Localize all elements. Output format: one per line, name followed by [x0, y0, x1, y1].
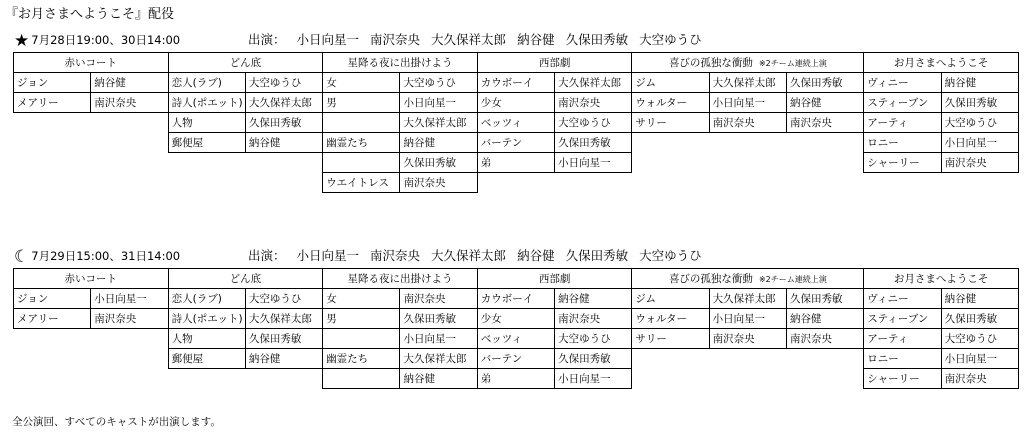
- table-row: [14, 349, 1019, 369]
- actor-cell: 大久保祥太郎: [709, 289, 786, 309]
- empty-cell: [477, 173, 554, 193]
- empty-cell: [168, 153, 245, 173]
- empty-cell: [632, 173, 709, 193]
- star-icon: ★: [14, 30, 30, 51]
- actor-cell: 久保田秀敏: [941, 309, 1018, 329]
- role-cell: 男: [323, 93, 400, 113]
- table-row: [14, 173, 1019, 193]
- role-cell: アーティ: [864, 329, 941, 349]
- empty-cell: [91, 349, 168, 369]
- role-cell: ベッツィ: [477, 329, 554, 349]
- empty-cell: [245, 153, 322, 173]
- play-title-text: 赤いコート: [64, 57, 118, 69]
- role-cell: 弟: [477, 369, 554, 389]
- role-cell: 詩人(ポエット): [168, 309, 245, 329]
- play-title: [477, 269, 632, 289]
- role-cell: ロニー: [864, 349, 941, 369]
- actor-cell: 大空ゆうひ: [941, 113, 1018, 133]
- role-cell: 少女: [477, 309, 554, 329]
- empty-cell: [709, 133, 786, 153]
- actor-cell: 納谷健: [400, 369, 477, 389]
- actor-cell: 大空ゆうひ: [400, 73, 477, 93]
- empty-cell: [786, 173, 863, 193]
- play-title: [864, 53, 1019, 73]
- empty-cell: [632, 153, 709, 173]
- empty-cell: [168, 173, 245, 193]
- empty-cell: [14, 153, 91, 173]
- empty-cell: [786, 349, 863, 369]
- role-cell: 郵便屋: [168, 349, 245, 369]
- role-cell: 人物: [168, 113, 245, 133]
- role-cell: バーテン: [477, 349, 554, 369]
- role-cell: カウボーイ: [477, 289, 554, 309]
- empty-cell: [632, 133, 709, 153]
- table-header-row: [14, 269, 1019, 289]
- role-cell: ジョン: [14, 73, 91, 93]
- actor-cell: 南沢奈央: [709, 329, 786, 349]
- session-1-cast: [248, 30, 713, 50]
- actor-cell: 納谷健: [400, 133, 477, 153]
- actor-cell: 納谷健: [786, 309, 863, 329]
- role-cell: ウエイトレス: [323, 173, 400, 193]
- cast-name: 大久保祥太郎: [431, 248, 507, 263]
- play-title-text: 喜びの孤独な衝動: [668, 57, 753, 69]
- role-cell: [323, 369, 400, 389]
- role-cell: 幽霊たち: [323, 133, 400, 153]
- play-title-text: どん底: [229, 273, 262, 285]
- actor-cell: 久保田秀敏: [786, 73, 863, 93]
- table-row: [14, 73, 1019, 93]
- role-cell: ヴィニー: [864, 73, 941, 93]
- actor-cell: 南沢奈央: [709, 113, 786, 133]
- role-cell: スティーブン: [864, 93, 941, 113]
- actor-cell: 小日向星一: [709, 309, 786, 329]
- role-cell: カウボーイ: [477, 73, 554, 93]
- actor-cell: 大空ゆうひ: [555, 113, 632, 133]
- role-cell: [323, 329, 400, 349]
- session-1-casting-table: [13, 52, 1019, 193]
- role-cell: ジョン: [14, 289, 91, 309]
- cast-name: 納谷健: [517, 32, 555, 47]
- empty-cell: [91, 369, 168, 389]
- role-cell: 女: [323, 73, 400, 93]
- cast-name: 小日向星一: [296, 248, 360, 263]
- role-cell: ベッツィ: [477, 113, 554, 133]
- play-title: [168, 53, 323, 73]
- play-title-text: 星降る夜に出掛けよう: [347, 273, 453, 285]
- empty-cell: [709, 153, 786, 173]
- empty-cell: [91, 329, 168, 349]
- cast-name: 大空ゆうひ: [639, 248, 702, 263]
- play-title-text: お月さまへようこそ: [893, 57, 989, 69]
- actor-cell: 久保田秀敏: [555, 349, 632, 369]
- cast-name: 大久保祥太郎: [431, 32, 507, 47]
- play-title-text: 喜びの孤独な衝動: [668, 273, 753, 285]
- table-row: [14, 93, 1019, 113]
- role-cell: [323, 153, 400, 173]
- role-cell: シャーリー: [864, 369, 941, 389]
- play-title: [14, 53, 169, 73]
- role-cell: バーテン: [477, 133, 554, 153]
- table-row: [14, 309, 1019, 329]
- empty-cell: [245, 173, 322, 193]
- role-cell: ウォルター: [632, 93, 709, 113]
- cast-label: 出演：: [248, 32, 286, 47]
- play-title: [168, 269, 323, 289]
- cast-name: 小日向星一: [296, 32, 360, 47]
- actor-cell: 小日向星一: [91, 289, 168, 309]
- crescent-moon-icon: ☾: [14, 246, 30, 267]
- play-title: [323, 53, 478, 73]
- role-cell: ヴィニー: [864, 289, 941, 309]
- empty-cell: [14, 113, 91, 133]
- role-cell: ロニー: [864, 133, 941, 153]
- role-cell: 女: [323, 289, 400, 309]
- empty-cell: [245, 369, 322, 389]
- actor-cell: 大空ゆうひ: [245, 73, 322, 93]
- actor-cell: 久保田秀敏: [555, 133, 632, 153]
- play-note: ※2チーム連続上演: [758, 275, 827, 284]
- table-header-row: [14, 53, 1019, 73]
- empty-cell: [91, 153, 168, 173]
- role-cell: ウォルター: [632, 309, 709, 329]
- role-cell: アーティ: [864, 113, 941, 133]
- actor-cell: 久保田秀敏: [245, 113, 322, 133]
- role-cell: ジム: [632, 73, 709, 93]
- cast-name: 南沢奈央: [370, 32, 421, 47]
- play-title-text: 西部劇: [538, 57, 571, 69]
- actor-cell: 納谷健: [245, 133, 322, 153]
- empty-cell: [14, 173, 91, 193]
- session-2-casting-table: [13, 268, 1019, 389]
- role-cell: 詩人(ポエット): [168, 93, 245, 113]
- role-cell: メアリー: [14, 309, 91, 329]
- session-2-header: [14, 246, 180, 266]
- empty-cell: [632, 349, 709, 369]
- empty-cell: [14, 369, 91, 389]
- actor-cell: 大久保祥太郎: [400, 113, 477, 133]
- actor-cell: 小日向星一: [400, 329, 477, 349]
- empty-cell: [709, 369, 786, 389]
- footer-note: 全公演回、すべてのキャストが出演します。: [12, 416, 221, 428]
- empty-cell: [941, 173, 1018, 193]
- play-title-text: お月さまへようこそ: [893, 273, 989, 285]
- actor-cell: 小日向星一: [941, 349, 1018, 369]
- play-title-text: どん底: [229, 57, 262, 69]
- session-1-header: [14, 30, 180, 50]
- actor-cell: 南沢奈央: [400, 173, 477, 193]
- actor-cell: 大空ゆうひ: [555, 329, 632, 349]
- empty-cell: [91, 133, 168, 153]
- play-title: [14, 269, 169, 289]
- actor-cell: 大空ゆうひ: [245, 289, 322, 309]
- table-row: [14, 133, 1019, 153]
- empty-cell: [786, 133, 863, 153]
- actor-cell: 大空ゆうひ: [941, 329, 1018, 349]
- role-cell: 恋人(ラブ): [168, 289, 245, 309]
- role-cell: サリー: [632, 329, 709, 349]
- empty-cell: [91, 173, 168, 193]
- empty-cell: [555, 173, 632, 193]
- actor-cell: 大久保祥太郎: [245, 309, 322, 329]
- page-title: 『お月さまへようこそ』配役: [5, 7, 175, 22]
- role-cell: メアリー: [14, 93, 91, 113]
- play-title-text: 西部劇: [538, 273, 571, 285]
- cast-name: 南沢奈央: [370, 248, 421, 263]
- actor-cell: 久保田秀敏: [400, 153, 477, 173]
- actor-cell: 大久保祥太郎: [400, 349, 477, 369]
- role-cell: 幽霊たち: [323, 349, 400, 369]
- actor-cell: 納谷健: [91, 73, 168, 93]
- actor-cell: 小日向星一: [555, 369, 632, 389]
- role-cell: 少女: [477, 93, 554, 113]
- cast-name: 大空ゆうひ: [639, 32, 702, 47]
- actor-cell: 納谷健: [555, 289, 632, 309]
- play-title-text: 星降る夜に出掛けよう: [347, 57, 453, 69]
- table-row: [14, 113, 1019, 133]
- role-cell: 恋人(ラブ): [168, 73, 245, 93]
- actor-cell: 納谷健: [941, 289, 1018, 309]
- empty-cell: [14, 329, 91, 349]
- table-row: [14, 369, 1019, 389]
- actor-cell: 南沢奈央: [400, 289, 477, 309]
- table-row: [14, 153, 1019, 173]
- session-2-cast: [248, 246, 713, 266]
- role-cell: 男: [323, 309, 400, 329]
- actor-cell: 南沢奈央: [555, 93, 632, 113]
- cast-name: 久保田秀敏: [565, 32, 629, 47]
- actor-cell: 南沢奈央: [941, 153, 1018, 173]
- actor-cell: 南沢奈央: [786, 329, 863, 349]
- table-row: [14, 289, 1019, 309]
- actor-cell: 久保田秀敏: [786, 289, 863, 309]
- play-title: [632, 269, 864, 289]
- actor-cell: 小日向星一: [709, 93, 786, 113]
- empty-cell: [14, 349, 91, 369]
- empty-cell: [864, 173, 941, 193]
- play-note: ※2チーム連続上演: [758, 59, 827, 68]
- session-1-dates: 7月28日19:00、30日14:00: [31, 33, 181, 47]
- role-cell: スティーブン: [864, 309, 941, 329]
- role-cell: ジム: [632, 289, 709, 309]
- cast-name: 久保田秀敏: [565, 248, 629, 263]
- empty-cell: [709, 173, 786, 193]
- actor-cell: 小日向星一: [400, 93, 477, 113]
- role-cell: 人物: [168, 329, 245, 349]
- empty-cell: [14, 133, 91, 153]
- actor-cell: 大久保祥太郎: [555, 73, 632, 93]
- table-row: [14, 329, 1019, 349]
- role-cell: サリー: [632, 113, 709, 133]
- actor-cell: 納谷健: [245, 349, 322, 369]
- empty-cell: [632, 369, 709, 389]
- actor-cell: 納谷健: [941, 73, 1018, 93]
- cast-label: 出演：: [248, 248, 286, 263]
- empty-cell: [786, 369, 863, 389]
- actor-cell: 南沢奈央: [555, 309, 632, 329]
- play-title-text: 赤いコート: [64, 273, 118, 285]
- empty-cell: [168, 369, 245, 389]
- play-title: [477, 53, 632, 73]
- actor-cell: 南沢奈央: [786, 113, 863, 133]
- role-cell: 弟: [477, 153, 554, 173]
- actor-cell: 大久保祥太郎: [245, 93, 322, 113]
- empty-cell: [91, 113, 168, 133]
- role-cell: シャーリー: [864, 153, 941, 173]
- play-title: [323, 269, 478, 289]
- actor-cell: 南沢奈央: [91, 93, 168, 113]
- actor-cell: 小日向星一: [555, 153, 632, 173]
- cast-name: 納谷健: [517, 248, 555, 263]
- empty-cell: [709, 349, 786, 369]
- play-title: [864, 269, 1019, 289]
- actor-cell: 久保田秀敏: [400, 309, 477, 329]
- role-cell: [323, 113, 400, 133]
- empty-cell: [786, 153, 863, 173]
- actor-cell: 久保田秀敏: [245, 329, 322, 349]
- role-cell: 郵便屋: [168, 133, 245, 153]
- session-2-dates: 7月29日15:00、31日14:00: [31, 249, 181, 263]
- actor-cell: 久保田秀敏: [941, 93, 1018, 113]
- play-title: [632, 53, 864, 73]
- actor-cell: 小日向星一: [941, 133, 1018, 153]
- actor-cell: 南沢奈央: [941, 369, 1018, 389]
- actor-cell: 南沢奈央: [91, 309, 168, 329]
- actor-cell: 大久保祥太郎: [709, 73, 786, 93]
- actor-cell: 納谷健: [786, 93, 863, 113]
